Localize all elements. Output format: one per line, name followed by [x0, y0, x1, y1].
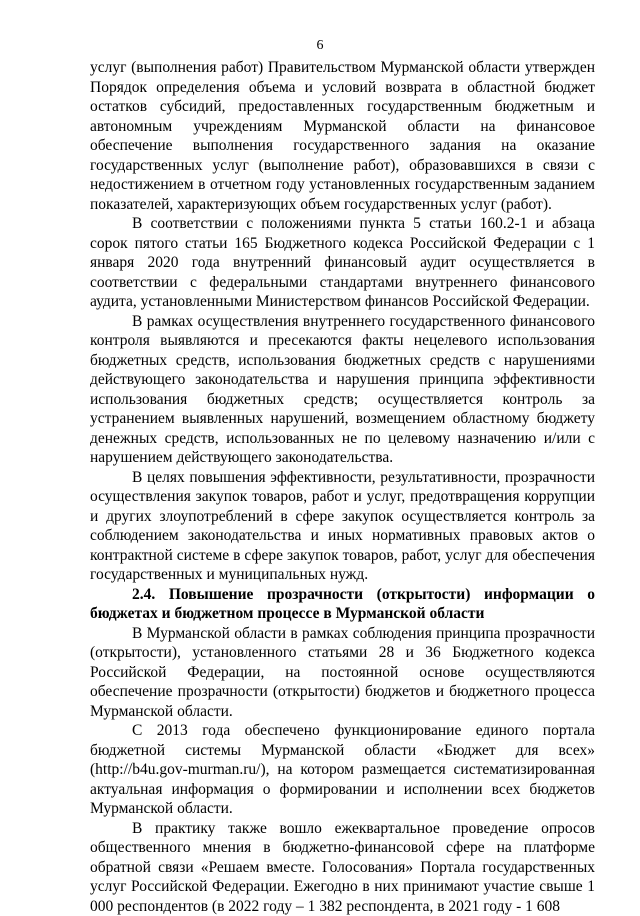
- paragraph: услуг (выполнения работ) Правительством Мурманской области утвержден Порядок определения объема и условий возврата в областной бюджет остатков субсидий, предоставленных государственным бюджетным и автономным учреждениям Мурманской области на финансовое обеспечение выполнения государственного задания на оказание государственных услуг (выполнение работ), образовавшихся в связи с недостижением в отчетном году установленных государственным заданием показателей, характеризующих объем государственных услуг (работ).: [90, 58, 595, 214]
- paragraph: В целях повышения эффективности, результативности, прозрачности осуществления закупок товаров, работ и услуг, предотвращения коррупции и других злоупотреблений в сфере закупок осуществляется контроль за соблюдением законодательства и иных нормативных правовых актов о контрактной системе в сфере закупок товаров, работ, услуг для обеспечения государственных и муниципальных нужд.: [90, 468, 595, 585]
- document-body: [90, 58, 595, 916]
- paragraph: С 2013 года обеспечено функционирование единого портала бюджетной системы Мурманской области «Бюджет для всех» (http://b4u.gov-murman.ru/), на котором размещается систематизированная актуальная информация о формировании и исполнении всех бюджетов Мурманской области.: [90, 721, 595, 819]
- paragraph: В Мурманской области в рамках соблюдения принципа прозрачности (открытости), установленного статьями 28 и 36 Бюджетного кодекса Российской Федерации, на постоянной основе осуществляются обеспечение прозрачности (открытости) бюджетов и бюджетного процесса Мурманской области.: [90, 624, 595, 722]
- paragraph: В рамках осуществления внутреннего государственного финансового контроля выявляются и пресекаются факты нецелевого использования бюджетных средств, использования бюджетных средств с нарушениями действующего законодательства и нарушения принципа эффективности использования бюджетных средств; осуществляется контроль за устранением выявленных нарушений, возмещением областному бюджету денежных средств, использованных не по целевому назначению и/или с нарушением действующего законодательства.: [90, 312, 595, 468]
- page-number: 6: [0, 38, 640, 54]
- paragraph: В практику также вошло ежеквартальное проведение опросов общественного мнения в бюджетно-финансовой сфере на платформе обратной связи «Решаем вместе. Голосования» Портала государственных услуг Российской Федерации. Ежегодно в них принимают участие свыше 1 000 респондентов (в 2022 году – 1 382 респондента, в 2021 году - 1 608: [90, 819, 595, 916]
- paragraph: В соответствии с положениями пункта 5 статьи 160.2-1 и абзаца сорок пятого статьи 165 Бюджетного кодекса Российской Федерации с 1 января 2020 года внутренний финансовый аудит осуществляется в соответствии с федеральными стандартами внутреннего финансового аудита, установленными Министерством финансов Российской Федерации.: [90, 214, 595, 312]
- section-heading: 2.4. Повышение прозрачности (открытости) информации о бюджетах и бюджетном процессе в Мурманской области: [90, 585, 595, 624]
